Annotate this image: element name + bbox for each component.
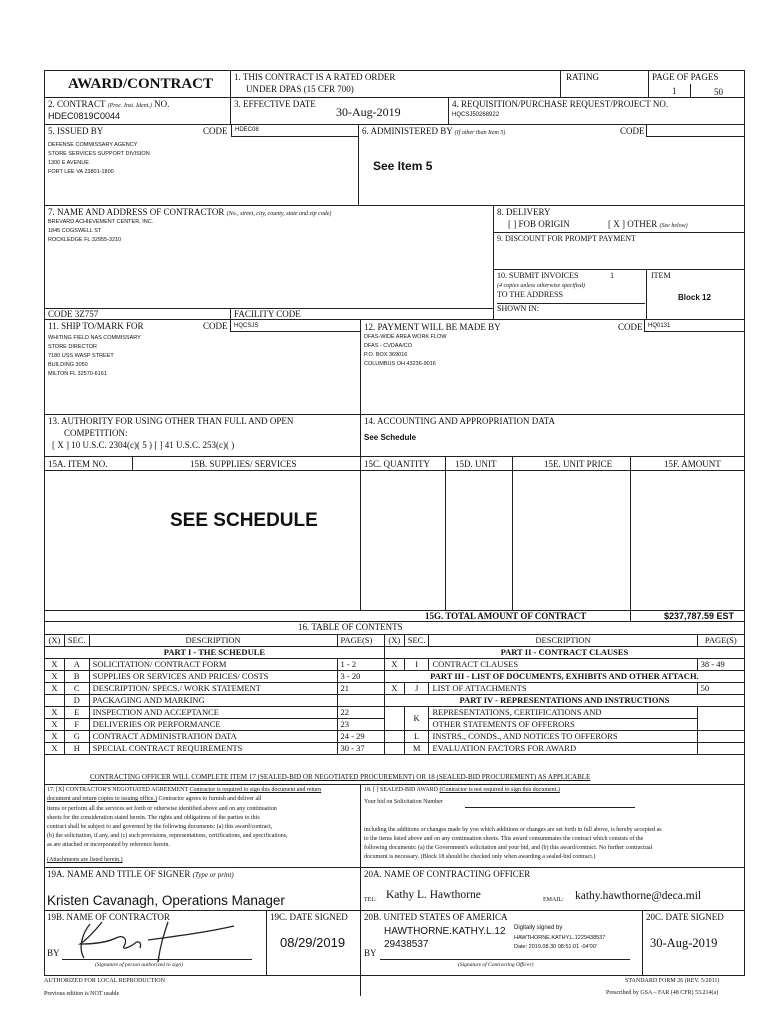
toc-head-row: (X) SEC. DESCRIPTION PAGE(S) (X) SEC. DESCRIPTION PAGE(S) (45, 635, 745, 647)
administered-code-label: CODE (620, 126, 645, 136)
total-label: 15G. TOTAL AMOUNT OF CONTRACT (425, 611, 587, 621)
issued-code: HDEC08 (235, 127, 259, 133)
contractor-address (48, 218, 153, 245)
address-line: sheets for the consideration stated herein. The rights and obligations of the parties to this (47, 815, 260, 821)
contractor-code: CODE 3Z757 (48, 309, 99, 319)
contract-number: HDEC0819C0044 (48, 111, 121, 121)
officer-tel-label: TEL: (364, 897, 377, 903)
officer-by: BY (364, 948, 377, 958)
table-row: X A SOLICITATION/ CONTRACT FORM 1 - 2 X I CONTRACT CLAUSES 38 - 49 (45, 659, 745, 671)
digital-signer-name2: 29438537 (384, 939, 429, 950)
amount-header: 15F. AMOUNT (664, 459, 721, 469)
ship-to-label: 11. SHIP TO/MARK FOR (48, 321, 144, 331)
contractor-name-label: 19B. NAME OF CONTRACTOR (47, 912, 170, 922)
toc-title: 16. TABLE OF CONTENTS (298, 622, 403, 632)
table-row: X G CONTRACT ADMINISTRATION DATA 24 - 29 L INSTRS., CONDS., AND NOTICES TO OFFERORS (45, 731, 745, 743)
authority-usc[interactable]: [ X ] 10 U.S.C. 2304(c)( 5 ) [ ] 41 U.S.C. 253(c)( ) (52, 440, 235, 450)
address-line: as are attached or incorporated by reference herein. (47, 842, 170, 848)
issued-address (48, 141, 150, 177)
address-line: MILTON FL 32570-6161 (48, 371, 107, 377)
address-line: DFAS - CVDAA/CO (364, 343, 412, 349)
digital-sig-line3: Date: 2019.08.30 08:51:01 -04'00' (514, 944, 597, 950)
table-row: X B SUPPLIES OR SERVICES AND PRICES/ COSTS 3 - 20 PART III - LIST OF DOCUMENTS, EXHIBITS AND OTHER ATTACH. (45, 671, 745, 683)
signer-label: 19A. NAME AND TITLE OF SIGNER (Type or print) (47, 869, 234, 879)
item-no-header: 15A. ITEM NO. (48, 459, 108, 469)
invoices-item-value: Block 12 (678, 293, 711, 302)
invoices-item-label: ITEM (651, 271, 671, 280)
payment-code-label: CODE (618, 322, 643, 332)
administered-value: See Item 5 (373, 159, 433, 173)
address-line: BREVARD ACHIEVEMENT CENTER, INC. (48, 219, 154, 225)
toc-part3: PART III - LIST OF DOCUMENTS, EXHIBITS AND OTHER ATTACH. (384, 671, 744, 683)
footer-prescribed: Prescribed by GSA – FAR (48 CFR) 53.214(a) (606, 990, 719, 996)
effective-date-label: 3. EFFECTIVE DATE (234, 99, 316, 109)
see-schedule: SEE SCHEDULE (170, 510, 318, 531)
address-line: STORE DIRECTOR (48, 344, 97, 350)
table-row: X H SPECIAL CONTRACT REQUIREMENTS 30 - 37 M EVALUATION FACTORS FOR AWARD (45, 743, 745, 755)
address-line: COLUMBUS OH 43236-9016 (364, 361, 436, 367)
contractor-signature-icon (68, 918, 238, 964)
address-line: DEFENSE COMMISSARY AGENCY (48, 142, 138, 148)
unit-price-header: 15E. UNIT PRICE (544, 459, 613, 469)
table-row: D PACKAGING AND MARKING PART IV - REPRESENTATIONS AND INSTRUCTIONS (45, 695, 745, 707)
address-line: to the items listed above and on any continuation sheets. This award consummates the contract which consists of the (364, 836, 644, 842)
address-line: items or perform all the services set forth or otherwise identified above and on any continuation (47, 806, 277, 812)
rated-order-line2: UNDER DPAS (15 CFR 700) (246, 84, 354, 94)
unit-header: 15D. UNIT (455, 459, 497, 469)
requisition-label: 4. REQUISITION/PURCHASE REQUEST/PROJECT NO. (452, 99, 669, 109)
footer-reproduction: AUTHORIZED FOR LOCAL REPRODUCTION (44, 978, 165, 984)
table-row: X F DELIVERIES OR PERFORMANCE 23 OTHER STATEMENTS OF OFFERORS (45, 719, 745, 731)
address-line: 1300 E AVENUE (48, 160, 89, 166)
address-line: STORE SERVICES SUPPORT DIVISION (48, 151, 150, 157)
item17-attachments: (Attachments are listed herein.) (47, 857, 123, 863)
officer-email: kathy.hawthorne@deca.mil (575, 890, 702, 902)
address-line: following documents: (a) the Government's solicitation and your bid, and (b) this award/contract. No further contractual (364, 845, 653, 851)
address-line: (b) the solicitation, if any, and (c) such provisions, representations, certifications, and specifications, (47, 833, 288, 839)
accounting-label: 14. ACCOUNTING AND APPROPRIATION DATA (364, 416, 556, 426)
address-line: P.O. BOX 369016 (364, 352, 408, 358)
address-line: including the additions or changes made by you which additions or changes are set forth in full above, is hereby accepted as (364, 827, 662, 833)
quantity-header: 15C. QUANTITY (364, 459, 430, 469)
effective-date: 30-Aug-2019 (336, 105, 401, 119)
digital-sig-line1: Digitally signed by (514, 925, 563, 931)
delivery-fob-origin[interactable]: [ ] FOB ORIGIN (508, 219, 570, 229)
contractor-by: BY (47, 948, 60, 958)
table-of-contents (44, 634, 745, 755)
submit-invoices-count: 1 (610, 271, 614, 280)
payment-label: 12. PAYMENT WILL BE MADE BY (364, 322, 501, 332)
address-line: 7180 USS WASP STREET (48, 353, 114, 359)
digital-signer-name1: HAWTHORNE.KATHY.L.12 (384, 926, 506, 937)
supplies-header: 15B. SUPPLIES/ SERVICES (190, 459, 297, 469)
issued-code-label: CODE (203, 126, 228, 136)
accounting-value: See Schedule (364, 433, 417, 442)
officer-date: 30-Aug-2019 (650, 936, 718, 950)
address-line: DFAS-WIDE AREA WORK FLOW (364, 334, 447, 340)
address-line: WHITING FIELD NAS COMMISSARY (48, 335, 141, 341)
payment-address (364, 333, 447, 369)
discount-label: 9. DISCOUNT FOR PROMPT PAYMENT (497, 234, 636, 243)
address-line: 1845 COGSWELL ST (48, 228, 102, 234)
signer-name: Kristen Cavanagh, Operations Manager (47, 893, 285, 908)
footer-edition: Previous edition is NOT usable (44, 991, 120, 997)
ship-to-code-label: CODE (203, 321, 228, 331)
officer-sig-caption: (Signature of Contracting Officer) (458, 962, 534, 968)
issued-by-label: 5. ISSUED BY (48, 126, 104, 136)
footer-form-number: STANDARD FORM 26 (REV. 5/2011) (625, 978, 720, 984)
invoices-shown-in: SHOWN IN: (497, 304, 539, 313)
item17-head[interactable]: 17. [X] CONTRACTOR'S NEGOTIATED AGREEMENT Contractor is required to sign this document and return (47, 787, 322, 793)
item17-copies: document and return copies to issuing office.) Contractor agrees to furnish and deliver all (47, 796, 262, 802)
rating-label: RATING (566, 72, 599, 82)
item18-bid: Your bid on Solicitation Number (364, 799, 443, 805)
officer-date-label: 20C. DATE SIGNED (646, 912, 724, 922)
ship-to-address (48, 334, 141, 379)
contractor-sig-caption: (Signature of person authorized to sign) (95, 962, 183, 968)
delivery-other[interactable]: [ X ] OTHER (See below) (608, 219, 688, 229)
total-amount: $237,787.59 EST (664, 611, 735, 621)
requisition-number: HQCSJ50268922 (452, 112, 500, 118)
submit-invoices-label: 10. SUBMIT INVOICES (497, 271, 579, 280)
address-line: contract shall be subject to and governed by the following documents: (a) this award/contract, (47, 824, 273, 830)
invoices-address-line: TO THE ADDRESS (497, 290, 563, 299)
contractor-label: 7. NAME AND ADDRESS OF CONTRACTOR (No., street, city, county, state and zip code) (48, 207, 332, 217)
usa-label: 20B. UNITED STATES OF AMERICA (364, 912, 508, 922)
officer-email-label: EMAIL: (543, 897, 564, 903)
delivery-label: 8. DELIVERY (497, 207, 551, 217)
item17-body (47, 805, 288, 850)
table-row: X E INSPECTION AND ACCEPTANCE 22 K REPRESENTATIONS, CERTIFICATIONS AND (45, 707, 745, 719)
payment-code: HQ0131 (648, 323, 671, 329)
digital-sig-line2: HAWTHORNE.KATHY.L.1229438537 (514, 935, 606, 941)
invoices-copies-note: (4 copies unless otherwise specified) (497, 283, 585, 289)
toc-part4: PART IV - REPRESENTATIONS AND INSTRUCTIONS (384, 695, 744, 707)
contractor-date-label: 19C. DATE SIGNED (270, 912, 348, 922)
officer-name: Kathy L. Hawthorne (386, 889, 481, 901)
address-line: BUILDING 3050 (48, 362, 88, 368)
contract-label: 2. CONTRACT (Proc. Inst. Ident.) NO. (48, 99, 170, 109)
address-line: FORT LEE VA 23801-1800 (48, 169, 114, 175)
address-line: ROCKLEDGE FL 32955-3210 (48, 237, 122, 243)
address-line: document is necessary. (Block 18 should be checked only when awarding a sealed-bid contract.) (364, 854, 596, 860)
authority-label: 13. AUTHORITY FOR USING OTHER THAN FULL AND OPEN (48, 416, 294, 426)
officer-banner: CONTRACTING OFFICER WILL COMPLETE ITEM 17 (SEALED-BID OR NEGOTIATED PROCUREMENT) OR 18 (SEALED-BID PROCUREMENT) AS APPLICABLE (90, 773, 591, 781)
form-title: AWARD/CONTRACT (68, 76, 214, 92)
facility-code-label: FACILITY CODE (234, 309, 301, 319)
ship-to-code: HQCSJS (234, 323, 259, 329)
table-row: X C DESCRIPTION/ SPECS./ WORK STATEMENT 21 X J LIST OF ATTACHMENTS 50 (45, 683, 745, 695)
rated-order-line1: 1. THIS CONTRACT IS A RATED ORDER (234, 72, 396, 82)
administered-by-label: 6. ADMINISTERED BY (If other than Item 5) (362, 126, 506, 136)
page-label: PAGE OF PAGES (652, 72, 719, 82)
contractor-date: 08/29/2019 (280, 935, 346, 950)
item18-body (364, 826, 662, 862)
page-count: 50 (714, 87, 723, 97)
officer-name-label: 20A. NAME OF CONTRACTING OFFICER (364, 869, 531, 879)
page-number: 1 (672, 86, 677, 96)
toc-part2: PART II - CONTRACT CLAUSES (384, 647, 744, 659)
item18-head[interactable]: 18. [ ] SEALED-BID AWARD (Contractor is not required to sign this document.) (364, 787, 560, 793)
authority-competition: COMPETITION: (64, 428, 128, 438)
toc-part1: PART I - THE SCHEDULE (45, 647, 385, 659)
